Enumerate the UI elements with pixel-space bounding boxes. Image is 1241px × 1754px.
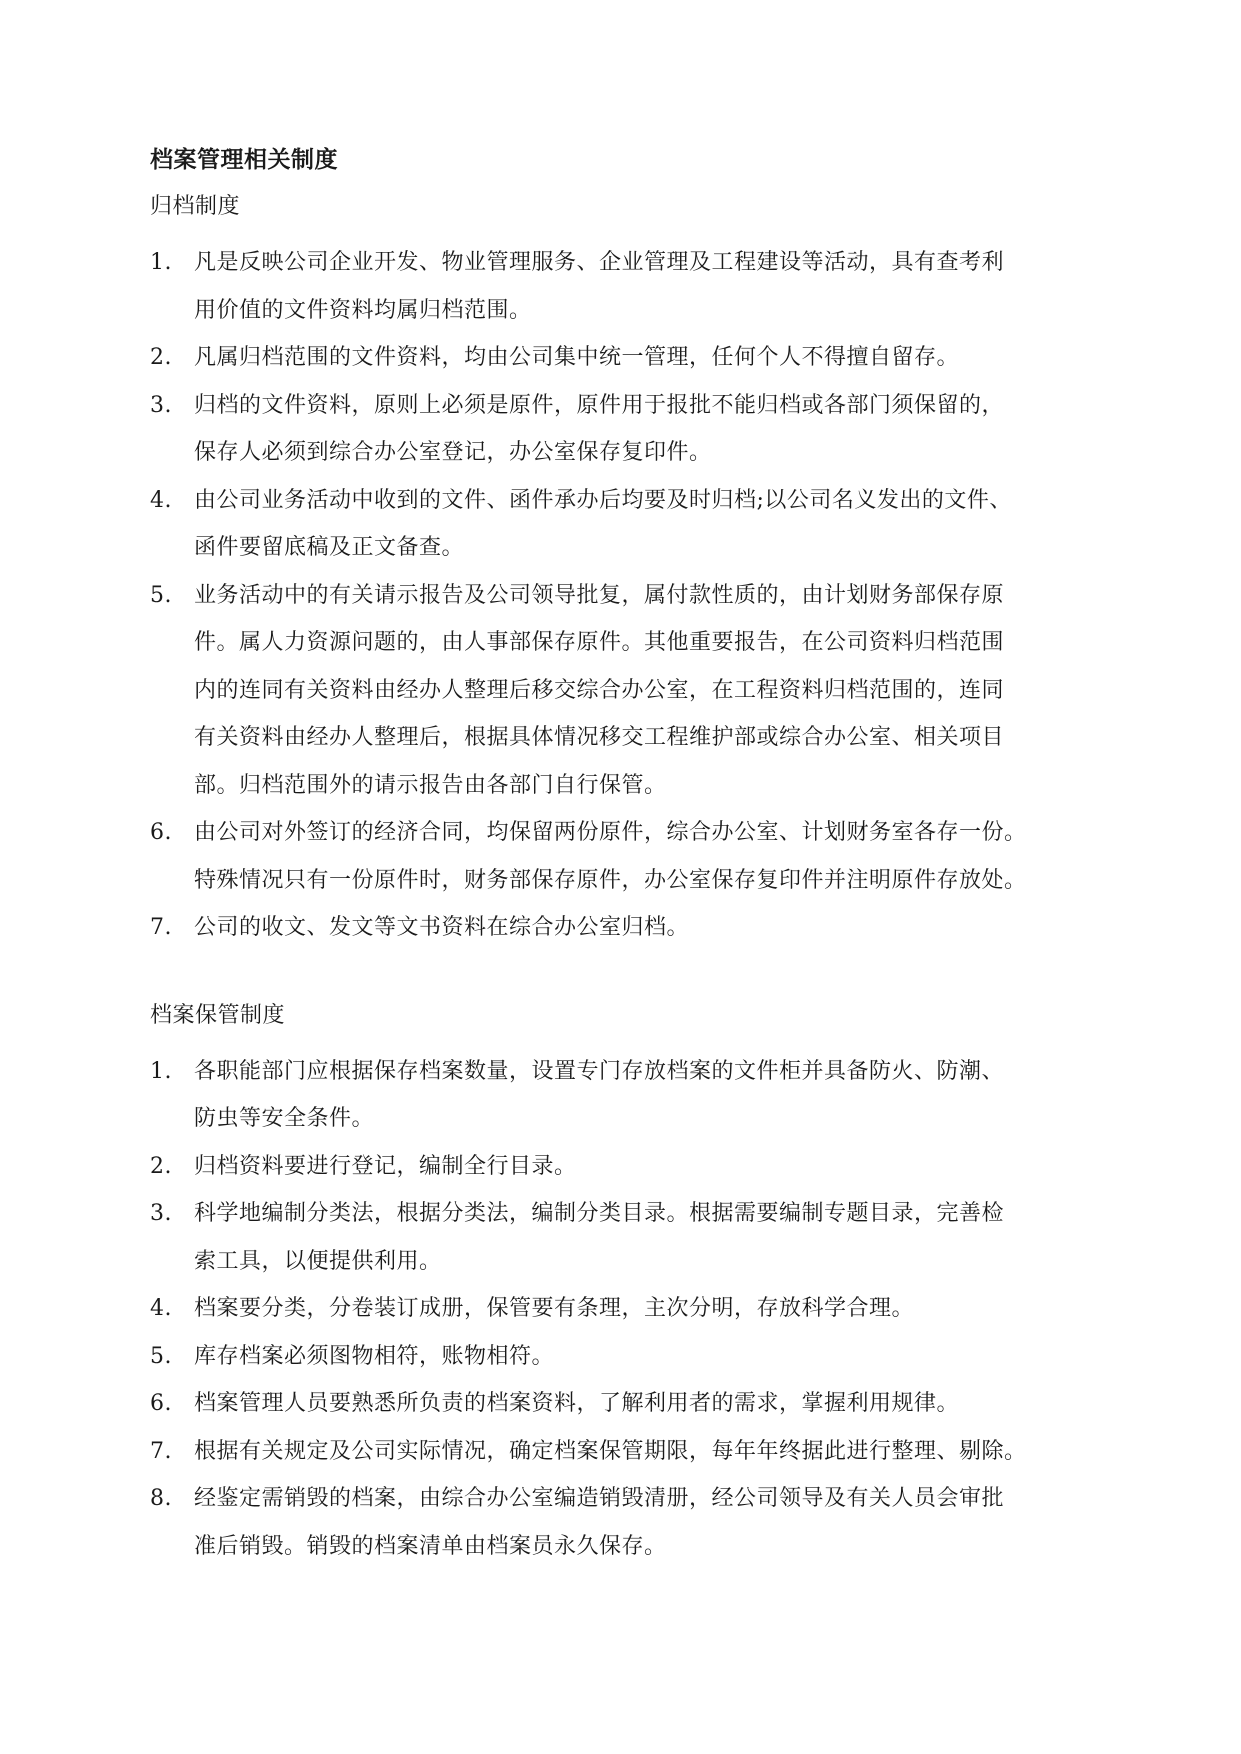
- sections-container: [150, 192, 1090, 1570]
- list-item: [150, 1143, 1090, 1191]
- item-text-line: 保存人必须到综合办公室登记，办公室保存复印件。: [194, 440, 712, 465]
- item-number: 4.: [150, 1296, 172, 1321]
- item-number: 3.: [150, 392, 172, 418]
- item-text-line: 部。归档范围外的请示报告由各部门自行保管。: [194, 772, 667, 798]
- item-text-line: 归档资料要进行登记，编制全行目录。: [194, 1153, 577, 1179]
- list-item: [150, 477, 1090, 572]
- section-heading: 档案保管制度: [150, 1002, 286, 1028]
- list-item: [150, 1190, 1090, 1285]
- item-number: 8.: [150, 1486, 172, 1511]
- document-body: [150, 145, 1090, 1570]
- list-item: [150, 809, 1090, 904]
- item-text-line: 防虫等安全条件。: [194, 1106, 375, 1131]
- item-number: 6.: [150, 1391, 172, 1416]
- item-text-line: 凡是反映公司企业开发、物业管理服务、企业管理及工程建设等活动，具有查考利: [194, 250, 1005, 275]
- list-item: [150, 1048, 1090, 1143]
- numbered-list: [150, 1048, 1090, 1571]
- section-heading: 归档制度: [150, 194, 241, 219]
- item-number: 4.: [150, 487, 172, 513]
- list-item: [150, 382, 1090, 477]
- item-text-line: 件。属人力资源问题的，由人事部保存原件。其他重要报告，在公司资料归档范围: [194, 630, 1005, 655]
- item-number: 1.: [150, 1058, 172, 1084]
- list-item: [150, 1380, 1090, 1428]
- item-text-line: 档案管理人员要熟悉所负责的档案资料，了解利用者的需求，掌握利用规律。: [194, 1391, 960, 1416]
- item-text-line: 特殊情况只有一份原件时，财务部保存原件，办公室保存复印件并注明原件存放处。: [194, 867, 1027, 893]
- item-text-line: 内的连同有关资料由经办人整理后移交综合办公室，在工程资料归档范围的，连同: [194, 677, 1005, 703]
- item-text-line: 索工具，以便提供利用。: [194, 1248, 442, 1274]
- item-text-line: 有关资料由经办人整理后，根据具体情况移交工程维护部或综合办公室、相关项目: [194, 725, 1005, 750]
- item-text-line: 由公司业务活动中收到的文件、函件承办后均要及时归档;以公司名义发出的文件、: [194, 487, 1012, 513]
- item-number: 7.: [150, 1438, 172, 1464]
- item-text-line: 档案要分类，分卷装订成册，保管要有条理，主次分明，存放科学合理。: [194, 1296, 915, 1321]
- section-1: [150, 192, 1090, 952]
- document-title: 档案管理相关制度: [150, 147, 338, 173]
- list-item: [150, 1285, 1090, 1333]
- item-text-line: 凡属归档范围的文件资料，均由公司集中统一管理，任何个人不得擅自留存。: [194, 345, 960, 370]
- list-item: [150, 1428, 1090, 1476]
- item-text-line: 由公司对外签订的经济合同，均保留两份原件，综合办公室、计划财务室各存一份。: [194, 820, 1027, 845]
- item-text-line: 各职能部门应根据保存档案数量，设置专门存放档案的文件柜并具备防火、防潮、: [194, 1058, 1005, 1084]
- item-text-line: 准后销毁。销毁的档案清单由档案员永久保存。: [194, 1533, 667, 1559]
- item-number: 5.: [150, 1343, 172, 1369]
- item-text-line: 归档的文件资料，原则上必须是原件，原件用于报批不能归档或各部门须保留的，: [194, 392, 1005, 418]
- item-text-line: 函件要留底稿及正文备查。: [194, 535, 465, 560]
- item-text-line: 经鉴定需销毁的档案，由综合办公室编造销毁清册，经公司领导及有关人员会审批: [194, 1486, 1005, 1511]
- list-item: [150, 1333, 1090, 1381]
- list-item: [150, 239, 1090, 334]
- item-number: 6.: [150, 820, 172, 845]
- item-text-line: 公司的收文、发文等文书资料在综合办公室归档。: [194, 915, 690, 940]
- list-item: [150, 334, 1090, 382]
- item-text-line: 根据有关规定及公司实际情况，确定档案保管期限，每年年终据此进行整理、剔除。: [194, 1438, 1027, 1464]
- item-text-line: 科学地编制分类法，根据分类法，编制分类目录。根据需要编制专题目录，完善检: [194, 1201, 1005, 1226]
- section-spacer: [150, 952, 1090, 1001]
- item-number: 2.: [150, 1153, 172, 1179]
- list-item: [150, 1475, 1090, 1570]
- item-number: 1.: [150, 250, 172, 275]
- item-number: 5.: [150, 582, 172, 608]
- section-2: [150, 1001, 1090, 1571]
- list-item: [150, 572, 1090, 810]
- item-text-line: 用价值的文件资料均属归档范围。: [194, 297, 532, 323]
- item-number: 3.: [150, 1201, 172, 1226]
- list-item: [150, 904, 1090, 952]
- numbered-list: [150, 239, 1090, 952]
- item-number: 2.: [150, 345, 172, 370]
- item-text-line: 库存档案必须图物相符，账物相符。: [194, 1343, 555, 1369]
- item-text-line: 业务活动中的有关请示报告及公司领导批复，属付款性质的，由计划财务部保存原: [194, 582, 1005, 608]
- item-number: 7.: [150, 915, 172, 940]
